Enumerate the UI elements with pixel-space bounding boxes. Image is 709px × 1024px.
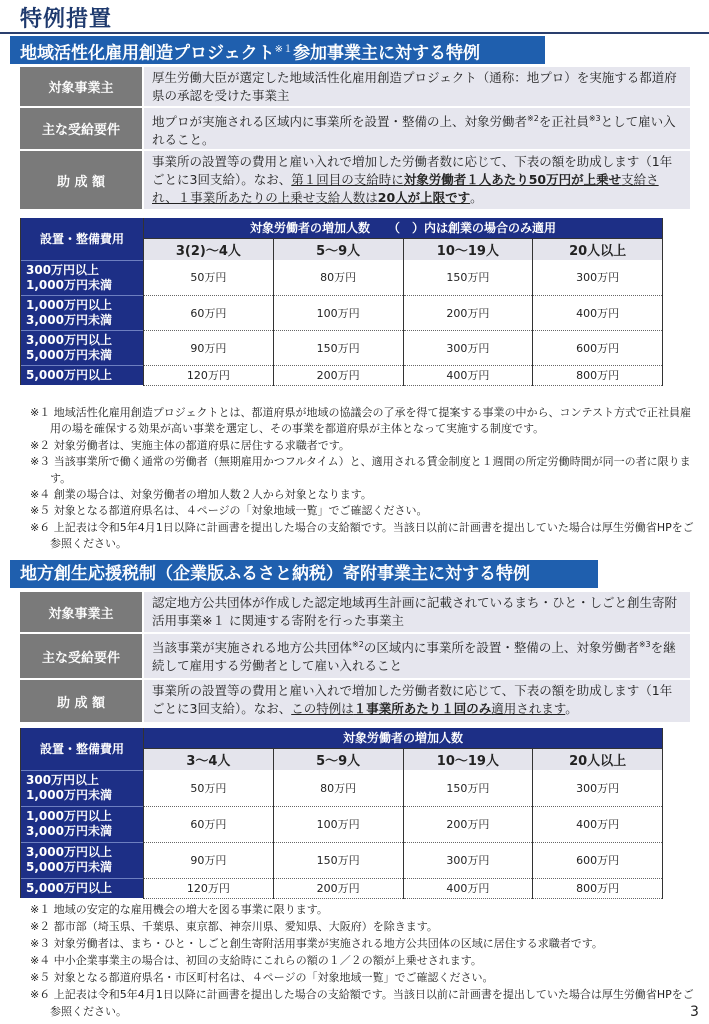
table-cell: 800万円: [533, 365, 663, 385]
column-header: 5～9人: [273, 238, 403, 260]
group-header: 対象労働者の増加人数: [144, 728, 663, 748]
row-header: 5,000万円以上: [21, 878, 144, 898]
table-cell: 120万円: [144, 365, 274, 385]
table-cell: 200万円: [403, 806, 533, 842]
info-text: 認定地方公共団体が作成した認定地域再生計画に記載されているまち・ひと・しごと創生寄附活用事業※１ に関連する寄附を行った事業主: [144, 592, 690, 632]
footnote: ※５ 対象となる都道府県名・市区町村名は、４ページの「対象地域一覧」でご確認ください。: [30, 971, 494, 984]
table-cell: 400万円: [533, 806, 663, 842]
info-row-amount: [20, 151, 690, 209]
table-cell: 100万円: [273, 806, 403, 842]
info-text: 当該事業が実施される地方公共団体$^{※2}$の区域内に事業所を設置・整備の上、対象労働者$^{※3}$を継続して雇用する労働者として雇い入れること: [144, 634, 690, 678]
table-cell: 200万円: [403, 295, 533, 330]
footnote: ※２ 都市部（埼玉県、千葉県、東京都、神奈川県、愛知県、大阪府）を除きます。: [30, 920, 438, 933]
table-cell: 50万円: [144, 260, 274, 295]
footnote: ※５ 対象となる都道府県名は、４ページの「対象地域一覧」でご確認ください。: [30, 504, 428, 518]
info-label: 対象事業主: [20, 592, 142, 632]
section1-subsidy-table: [20, 218, 663, 386]
info-row-target: [20, 67, 690, 106]
table-cell: 80万円: [273, 260, 403, 295]
table-row: [21, 260, 663, 295]
section2-heading: 地方創生応援税制（企業版ふるさと納税）寄附事業主に対する特例: [10, 560, 598, 588]
row-header: 300万円以上 1,000万円未満: [21, 770, 144, 806]
column-header: 10～19人: [403, 748, 533, 770]
section2-footnotes: [30, 901, 700, 1020]
table-row: [21, 330, 663, 365]
column-header: 5～9人: [273, 748, 403, 770]
info-row-requirements: [20, 634, 690, 678]
table-cell: 300万円: [403, 330, 533, 365]
table-row: [21, 878, 663, 898]
table-cell: 90万円: [144, 330, 274, 365]
table-cell: 150万円: [273, 842, 403, 878]
section1-info-table: [20, 67, 690, 211]
table-cell: 200万円: [273, 365, 403, 385]
table-cell: 400万円: [403, 365, 533, 385]
table-cell: 60万円: [144, 806, 274, 842]
footnote: ※３ 当該事業所で働く通常の労働者（無期雇用かつフルタイム）と、適用される賃金制度と１週間の所定労働時間が同一の者に限ります。: [30, 455, 691, 485]
row-header: 1,000万円以上 3,000万円未満: [21, 806, 144, 842]
column-header: 10～19人: [403, 238, 533, 260]
table-cell: 100万円: [273, 295, 403, 330]
table-cell: 300万円: [533, 770, 663, 806]
title-divider: [0, 32, 709, 34]
page-title: 特例措置: [20, 7, 113, 32]
section2-info-table: [20, 592, 690, 724]
table-row: [21, 806, 663, 842]
info-text: 厚生労働大臣が選定した地域活性化雇用創造プロジェクト（通称：地プロ）を実施する都道府県の承認を受けた事業主: [144, 67, 690, 106]
table-row: [21, 770, 663, 806]
table-cell: 300万円: [403, 842, 533, 878]
info-text: 事業所の設置等の費用と雇い入れで増加した労働者数に応じて、下表の額を助成します（1年ごとに3回支給）。なお、この特例は１事業所あたり１回のみ適用されます。: [144, 680, 690, 722]
info-text: 事業所の設置等の費用と雇い入れで増加した労働者数に応じて、下表の額を助成します（1年ごとに3回支給）。なお、第１回目の支給時に対象労働者１人あたり50万円が上乗せ支給され、１事業所あたりの上乗せ支給人数は20人が上限です。: [144, 151, 690, 209]
row-header: 300万円以上 1,000万円未満: [21, 260, 144, 295]
info-row-requirements: [20, 108, 690, 149]
info-row-target: [20, 592, 690, 632]
table-cell: 150万円: [273, 330, 403, 365]
footnote: ※４ 創業の場合は、対象労働者の増加人数２人から対象となります。: [30, 488, 372, 502]
row-header: 3,000万円以上 5,000万円未満: [21, 842, 144, 878]
column-header: 3～4人: [144, 748, 274, 770]
table-row: [21, 842, 663, 878]
table-cell: 80万円: [273, 770, 403, 806]
table-cell: 300万円: [533, 260, 663, 295]
table-cell: 90万円: [144, 842, 274, 878]
footnote: ※３ 対象労働者は、まち・ひと・しごと創生寄附活用事業が実施される地方公共団体の区域に居住する求職者です。: [30, 937, 603, 950]
info-label: 助 成 額: [20, 680, 142, 722]
column-header: 20人以上: [533, 748, 663, 770]
column-header: 3(2)～4人: [144, 238, 274, 260]
row-header: 3,000万円以上 5,000万円未満: [21, 330, 144, 365]
table-cell: 400万円: [403, 878, 533, 898]
corner-header: 設置・整備費用: [21, 218, 144, 260]
footnote: ※２ 対象労働者は、実施主体の都道府県に居住する求職者です。: [30, 438, 350, 452]
corner-header: 設置・整備費用: [21, 728, 144, 770]
table-cell: 400万円: [533, 295, 663, 330]
section1-footnotes: [30, 405, 700, 553]
table-cell: 800万円: [533, 878, 663, 898]
column-header: 20人以上: [533, 238, 663, 260]
table-cell: 600万円: [533, 842, 663, 878]
table-cell: 150万円: [403, 770, 533, 806]
footnote: ※６ 上記表は令和5年4月1日以降に計画書を提出した場合の支給額です。当該日以前に計画書を提出していた場合は厚生労働省HPをご参照ください。: [30, 520, 694, 551]
row-header: 5,000万円以上: [21, 365, 144, 385]
info-row-amount: [20, 680, 690, 722]
table-cell: 600万円: [533, 330, 663, 365]
info-label: 主な受給要件: [20, 634, 142, 678]
table-cell: 50万円: [144, 770, 274, 806]
row-header: 1,000万円以上 3,000万円未満: [21, 295, 144, 330]
info-label: 対象事業主: [20, 67, 142, 106]
table-cell: 150万円: [403, 260, 533, 295]
info-label: 助 成 額: [20, 151, 142, 209]
table-cell: 60万円: [144, 295, 274, 330]
table-cell: 120万円: [144, 878, 274, 898]
footnote: ※１ 地域活性化雇用創造プロジェクトとは、都道府県が地域の協議会の了承を得て提案する事業の中から、コンテスト方式で正社員雇用の場を確保する効果が高い事業を選定し、その事業を都道府県が主体となって実施する制度です。: [30, 406, 692, 436]
table-cell: 200万円: [273, 878, 403, 898]
footnote: ※６ 上記表は令和5年4月1日以降に計画書を提出した場合の支給額です。当該日以前に計画書を提出していた場合は厚生労働省HPをご参照ください。: [30, 988, 694, 1018]
footnote: ※１ 地域の安定的な雇用機会の増大を図る事業に限ります。: [30, 903, 328, 916]
footnote: ※４ 中小企業事業主の場合は、初回の支給時にこれらの額の１／２の額が上乗せされます。: [30, 954, 482, 967]
table-row: [21, 365, 663, 385]
section1-heading: 地域活性化雇用創造プロジェクト$^{※1}$参加事業主に対する特例: [10, 36, 545, 64]
info-text: 地プロが実施される区域内に事業所を設置・整備の上、対象労働者$^{※2}$を正社員$^{※3}$として雇い入れること。: [144, 108, 690, 149]
info-label: 主な受給要件: [20, 108, 142, 149]
page-number: 3: [690, 1004, 699, 1020]
section2-subsidy-table: [20, 728, 663, 899]
group-header: 対象労働者の増加人数 （ ）内は創業の場合のみ適用: [144, 218, 663, 238]
table-row: [21, 295, 663, 330]
